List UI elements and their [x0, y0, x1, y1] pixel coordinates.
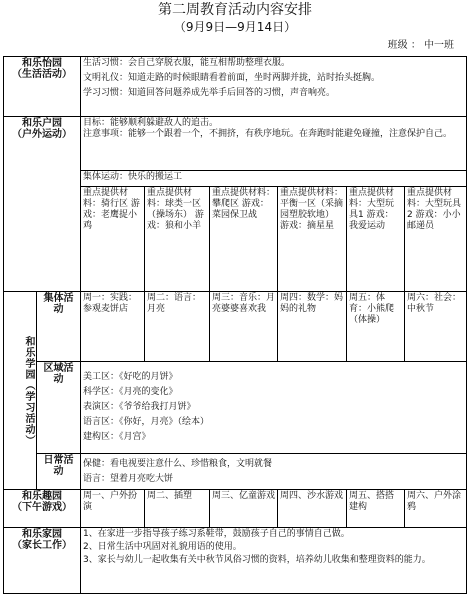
games-item: 周六、户外涂鸦	[405, 490, 467, 528]
games-item: 周四、沙水游戏	[278, 490, 347, 528]
page-title: 第二周教育活动内容安排	[158, 2, 312, 18]
area-item: 科学区：《月亮的变化》	[83, 387, 178, 397]
weekday-item: 周一：实践：参观麦饼店	[81, 292, 145, 362]
weekday-item: 周二：语言：月亮	[145, 292, 210, 362]
area-activity-list	[81, 362, 467, 454]
home-line: 2、日常生活中巩固对礼貌用语的使用。	[83, 542, 242, 552]
home-line: 3、家长与幼儿一起收集有关中秋节风俗习惯的资料，培养幼儿收集和整理资料的能力。	[83, 555, 431, 565]
home-line: 1、在家进一步指导孩子练习系鞋带，鼓励孩子自己的事情自己做。	[83, 529, 350, 539]
daily-activity-label: 日常活动	[37, 454, 81, 490]
daily-item: 语言：望着月亮吃大饼	[83, 473, 174, 484]
learning-group-row	[4, 292, 467, 362]
home-section-label: 和乐家园 （家长工作）	[4, 528, 81, 594]
games-row	[4, 490, 467, 528]
outdoor-item: 重点提供材料：大型玩具1 游戏：我爱运动	[347, 187, 405, 292]
outdoor-item: 重点提供材料：大型玩具2 游戏：小小邮递员	[405, 187, 467, 292]
daily-activity-list	[81, 454, 467, 490]
class-label: 班级 ： 中一班	[387, 40, 454, 51]
weekday-item: 周三：音乐：月亮婆婆喜欢我	[210, 292, 278, 362]
life-section-label: 和乐怡园 （生活活动）	[4, 57, 81, 117]
schedule-table	[3, 56, 467, 594]
outdoor-goal: 目标：能够顺利躲避敌人的追击。 注意事项：能够一个跟着一个，不拥挤，有秩序地玩。在奔跑时能避免碰撞，注意保护自己。	[81, 117, 467, 171]
group-activity-label: 集体活动	[37, 292, 81, 362]
learning-area-row	[4, 362, 467, 454]
life-line: 学习习惯：知道回答问题养成先举手后回答的习惯，声音响亮。	[83, 88, 336, 98]
weekday-item: 周五：体育：小熊爬（体操）	[347, 292, 405, 362]
life-line: 生活习惯：会自己穿脱衣服，能互相帮助整理衣服。	[83, 58, 291, 68]
outdoor-section-label: 和乐户园 （户外运动）	[4, 117, 81, 292]
area-item: 语言区：《你好，月亮》（绘本）	[83, 417, 210, 427]
games-item: 周一、户外扮演	[81, 490, 145, 528]
area-item: 美工区：《好吃的月饼》	[83, 372, 178, 382]
games-item: 周二、插塑	[145, 490, 210, 528]
outdoor-item: 重点提供材料：骑行区 游戏：老鹰捉小鸡	[81, 187, 145, 292]
date-range: （9月9日—9月14日）	[173, 20, 297, 34]
learning-daily-row	[4, 454, 467, 490]
life-row	[4, 57, 467, 117]
weekday-item: 周六：社会：中秋节	[405, 292, 467, 362]
area-item: 建构区：《月宫》	[83, 432, 151, 442]
games-item: 周五、搭搭建构	[347, 490, 405, 528]
life-content	[81, 57, 467, 117]
home-row	[4, 528, 467, 594]
area-item: 表演区：《爷爷给我打月饼》	[83, 402, 196, 412]
daily-item: 保健：看电视要注意什么、珍惜粮食，文明就餐	[83, 458, 273, 469]
outdoor-goal-row	[4, 117, 467, 171]
learning-section-label: 和乐学园（学习活动）	[4, 292, 37, 490]
outdoor-group-activity: 集体运动：快乐的搬运工	[81, 171, 467, 187]
games-section-label: 和乐趣园 （下午游戏）	[4, 490, 81, 528]
weekday-item: 周四：数学：妈妈的礼物	[278, 292, 347, 362]
outdoor-item: 重点提供材料：攀爬区 游戏：菜园保卫战	[210, 187, 278, 292]
home-content	[81, 528, 467, 594]
games-item: 周三、亿童游戏	[210, 490, 278, 528]
outdoor-item: 重点提供材料：球类一区（操场东） 游戏：狼和小羊	[145, 187, 210, 292]
area-activity-label: 区域活动	[37, 362, 81, 454]
life-line: 文明礼仪：知道走路的时候眼睛看着前面，坐时两脚并拢，站时抬头挺胸。	[83, 73, 381, 83]
outdoor-item: 重点提供材料：平衡一区（采摘园塑胶软地） 游戏：摘星星	[278, 187, 347, 292]
